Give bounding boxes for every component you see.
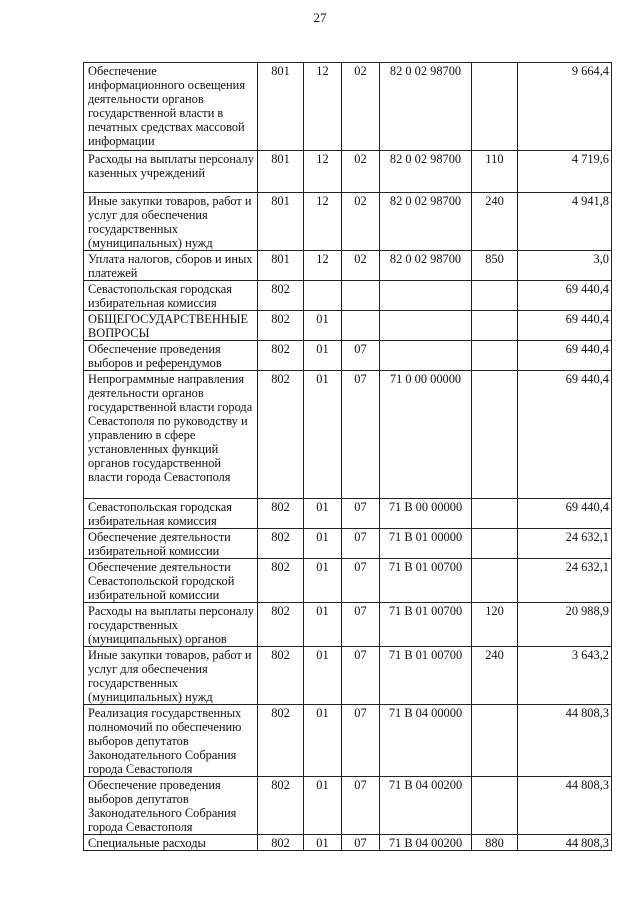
table-row	[84, 193, 612, 251]
section-code: 01	[304, 559, 342, 603]
section-code: 12	[304, 63, 342, 151]
table-body	[84, 63, 612, 851]
dept-code: 802	[258, 777, 304, 835]
dept-code: 801	[258, 63, 304, 151]
target-article: 71 В 01 00000	[380, 529, 472, 559]
table-row	[84, 63, 612, 151]
subsection-code: 02	[342, 193, 380, 251]
section-code: 01	[304, 311, 342, 341]
dept-code: 801	[258, 151, 304, 193]
subsection-code: 07	[342, 835, 380, 851]
table-row	[84, 251, 612, 281]
expense-type	[472, 63, 518, 151]
expense-type: 880	[472, 835, 518, 851]
amount: 44 808,3	[518, 835, 612, 851]
expense-type: 240	[472, 647, 518, 705]
subsection-code: 07	[342, 777, 380, 835]
target-article	[380, 311, 472, 341]
dept-code: 802	[258, 529, 304, 559]
section-code: 01	[304, 603, 342, 647]
subsection-code: 07	[342, 529, 380, 559]
dept-code: 802	[258, 603, 304, 647]
row-name: Обеспечение информационного освещения деятельности органов государственной власти в печатных средствах массовой информации	[84, 63, 258, 151]
table-row	[84, 705, 612, 777]
amount: 69 440,4	[518, 281, 612, 311]
dept-code: 801	[258, 251, 304, 281]
table-row	[84, 151, 612, 193]
subsection-code: 07	[342, 559, 380, 603]
expense-type	[472, 281, 518, 311]
subsection-code: 07	[342, 341, 380, 371]
expense-type: 110	[472, 151, 518, 193]
target-article: 71 В 01 00700	[380, 559, 472, 603]
expense-type	[472, 529, 518, 559]
target-article: 71 В 04 00000	[380, 705, 472, 777]
section-code: 01	[304, 777, 342, 835]
section-code: 01	[304, 529, 342, 559]
table-row	[84, 603, 612, 647]
expense-type	[472, 499, 518, 529]
subsection-code: 07	[342, 499, 380, 529]
subsection-code	[342, 311, 380, 341]
target-article: 71 В 01 00700	[380, 647, 472, 705]
section-code: 12	[304, 193, 342, 251]
target-article	[380, 341, 472, 371]
amount: 4 941,8	[518, 193, 612, 251]
expense-type	[472, 705, 518, 777]
section-code: 01	[304, 705, 342, 777]
subsection-code: 02	[342, 151, 380, 193]
dept-code: 802	[258, 311, 304, 341]
row-name: Иные закупки товаров, работ и услуг для обеспечения государственных (муниципальных) нужд	[84, 193, 258, 251]
row-name: Обеспечение проведения выборов депутатов Законодательного Собрания города Севастополя	[84, 777, 258, 835]
row-name: Расходы на выплаты персоналу казенных учреждений	[84, 151, 258, 193]
page-number: 27	[313, 10, 327, 25]
row-name: Специальные расходы	[84, 835, 258, 851]
amount: 24 632,1	[518, 559, 612, 603]
amount: 9 664,4	[518, 63, 612, 151]
target-article: 82 0 02 98700	[380, 251, 472, 281]
amount: 44 808,3	[518, 705, 612, 777]
table-row	[84, 281, 612, 311]
section-code: 01	[304, 499, 342, 529]
table-row	[84, 499, 612, 529]
table-row	[84, 559, 612, 603]
row-name: Севастопольская городская избирательная комиссия	[84, 499, 258, 529]
expense-type	[472, 341, 518, 371]
budget-table	[83, 62, 612, 851]
dept-code: 802	[258, 371, 304, 499]
expense-type: 240	[472, 193, 518, 251]
row-name: Иные закупки товаров, работ и услуг для обеспечения государственных (муниципальных) нужд	[84, 647, 258, 705]
row-name: Обеспечение проведения выборов и референдумов	[84, 341, 258, 371]
section-code: 01	[304, 341, 342, 371]
amount: 69 440,4	[518, 311, 612, 341]
target-article: 82 0 02 98700	[380, 193, 472, 251]
row-name: Уплата налогов, сборов и иных платежей	[84, 251, 258, 281]
subsection-code: 02	[342, 63, 380, 151]
subsection-code: 07	[342, 603, 380, 647]
target-article	[380, 281, 472, 311]
section-code: 01	[304, 835, 342, 851]
row-name: Непрограммные направления деятельности органов государственной власти города Севастополя по руководству и управлению в сфере установленных функций органов государственной власти города Севастополя	[84, 371, 258, 499]
row-name: Расходы на выплаты персоналу государственных (муниципальных) органов	[84, 603, 258, 647]
row-name: ОБЩЕГОСУДАРСТВЕННЫЕ ВОПРОСЫ	[84, 311, 258, 341]
subsection-code	[342, 281, 380, 311]
table-row	[84, 835, 612, 851]
target-article: 71 В 00 00000	[380, 499, 472, 529]
table-row	[84, 647, 612, 705]
dept-code: 802	[258, 835, 304, 851]
amount: 20 988,9	[518, 603, 612, 647]
amount: 24 632,1	[518, 529, 612, 559]
row-name: Обеспечение деятельности избирательной комиссии	[84, 529, 258, 559]
dept-code: 802	[258, 647, 304, 705]
section-code: 12	[304, 251, 342, 281]
target-article: 82 0 02 98700	[380, 63, 472, 151]
table-row	[84, 371, 612, 499]
row-name: Реализация государственных полномочий по обеспечению выборов депутатов Законодательного Собрания города Севастополя	[84, 705, 258, 777]
row-name: Обеспечение деятельности Севастопольской городской избирательной комиссии	[84, 559, 258, 603]
section-code: 12	[304, 151, 342, 193]
expense-type: 850	[472, 251, 518, 281]
table-row	[84, 311, 612, 341]
target-article: 82 0 02 98700	[380, 151, 472, 193]
target-article: 71 В 01 00700	[380, 603, 472, 647]
dept-code: 802	[258, 499, 304, 529]
dept-code: 802	[258, 559, 304, 603]
expense-type	[472, 777, 518, 835]
amount: 3 643,2	[518, 647, 612, 705]
dept-code: 802	[258, 705, 304, 777]
dept-code: 802	[258, 281, 304, 311]
section-code: 01	[304, 371, 342, 499]
subsection-code: 07	[342, 371, 380, 499]
table-row	[84, 341, 612, 371]
table-row	[84, 529, 612, 559]
amount: 69 440,4	[518, 341, 612, 371]
expense-type	[472, 559, 518, 603]
subsection-code: 07	[342, 647, 380, 705]
target-article: 71 0 00 00000	[380, 371, 472, 499]
dept-code: 802	[258, 341, 304, 371]
target-article: 71 В 04 00200	[380, 835, 472, 851]
amount: 4 719,6	[518, 151, 612, 193]
amount: 69 440,4	[518, 371, 612, 499]
subsection-code: 02	[342, 251, 380, 281]
table-row	[84, 777, 612, 835]
amount: 3,0	[518, 251, 612, 281]
expense-type	[472, 371, 518, 499]
section-code: 01	[304, 647, 342, 705]
section-code	[304, 281, 342, 311]
amount: 69 440,4	[518, 499, 612, 529]
dept-code: 801	[258, 193, 304, 251]
row-name: Севастопольская городская избирательная комиссия	[84, 281, 258, 311]
expense-type: 120	[472, 603, 518, 647]
amount: 44 808,3	[518, 777, 612, 835]
target-article: 71 В 04 00200	[380, 777, 472, 835]
expense-type	[472, 311, 518, 341]
subsection-code: 07	[342, 705, 380, 777]
